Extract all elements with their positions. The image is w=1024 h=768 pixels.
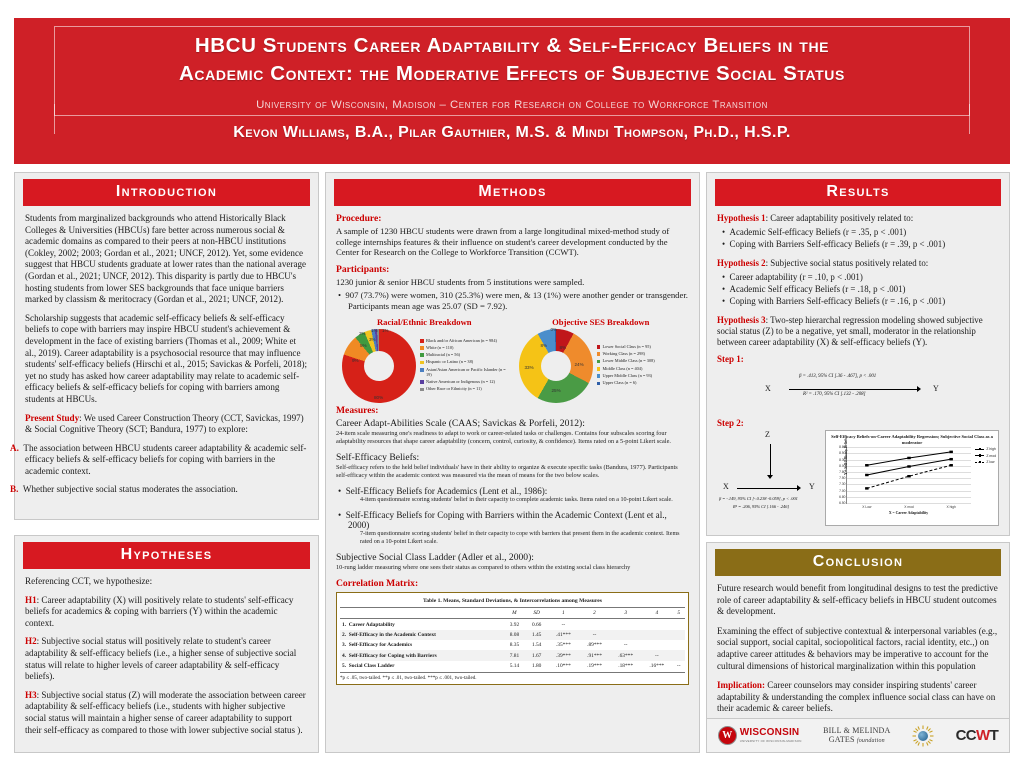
hypothesis-3-label: H3	[25, 689, 37, 700]
legend-swatch	[420, 361, 424, 365]
row-label-3: 3. Self-Efficacy for Academics	[342, 642, 413, 649]
correlation-matrix-label: Correlation Matrix:	[336, 578, 419, 590]
result-h2-bullet-0: • Career adaptability (r = .10, p < .001)	[722, 272, 863, 282]
step1-arrowhead-icon	[917, 386, 921, 392]
col-sd: SD	[526, 608, 548, 619]
cell	[672, 640, 685, 650]
poster-affiliation: University of Wisconsin, Madison – Center for Research on College to Workforce Transition	[256, 99, 768, 111]
step2-beta-equation: β = -.149, 95% CI [-.0.238 -0.059], p < .001	[719, 496, 798, 501]
step2-z-label: Z	[765, 430, 770, 439]
legend-line-icon	[975, 455, 984, 456]
result-h2-bullet-1: • Academic Self efficacy Beliefs (r = .18, p < .001)	[722, 284, 906, 294]
result-h2-label: Hypothesis 2	[717, 258, 766, 268]
introduction-heading: Introduction	[23, 179, 310, 206]
legend-swatch	[420, 380, 424, 384]
step-1-diagram	[717, 366, 999, 418]
conclusion-heading: Conclusion	[715, 549, 1001, 576]
cell	[672, 650, 685, 660]
ladder-description: 10-rung ladder measuring where one sees their status as compared to others within the existing social class hierarchy	[336, 564, 631, 572]
ses-pct-0: 8%	[559, 344, 567, 350]
step1-y-label: Y	[933, 384, 939, 393]
poster-header	[14, 18, 1010, 164]
result-h1-text: : Career adaptability positively related to:	[765, 213, 914, 223]
legend-swatch	[597, 352, 601, 356]
hypothesis-1-label: H1	[25, 594, 37, 605]
results-body	[707, 206, 1009, 532]
result-h3-text: : Two-step hierarchal regression modeling showed subjective social status (Z) to be a negative, yet small, moderator in the relationship between career adaptability (X) & self-efficacy beliefs (Y).	[717, 315, 983, 347]
correlation-table-note: *p ≤ .05, two-tailed. **p ≤ .01, two-tailed. ***p ≤ .001, two-tailed.	[340, 672, 685, 681]
uw-crest-icon: W	[718, 726, 737, 745]
legend-item	[420, 386, 513, 391]
col-5: 5	[672, 608, 685, 619]
col-measure	[340, 608, 503, 619]
cell: .10***	[555, 663, 571, 670]
legend-swatch	[420, 346, 424, 350]
step2-x-label: X	[723, 482, 729, 491]
self-efficacy-description: Self-efficacy refers to the held belief individuals' have in their ability to organize & execute specific tasks (Bandura, 1977). Participants self-efficacy within the academic context was measured via the mean of means for the two below scales.	[336, 463, 678, 479]
step1-x-label: X	[765, 384, 771, 393]
procedure-text: A sample of 1230 HBCU students were drawn from a large longitudinal mixed-method study of college internships features & their influence on student's career development conducted by the Center for Research on the College to Workforce Transition (CCWT).	[336, 226, 670, 258]
cell: .35***	[555, 642, 571, 649]
conclusion-body	[707, 576, 1009, 729]
race-pct-3: 3%	[369, 336, 376, 342]
step2-r2-equation: R² = .206, 95% CI [.166 - .246]	[733, 504, 790, 509]
aim-b-text: Whether subjective social status moderates the association.	[22, 484, 238, 495]
legend-item	[975, 454, 996, 458]
cell: .91***	[579, 650, 610, 660]
sunburst-logo-icon	[912, 725, 934, 747]
cell	[579, 619, 610, 630]
col-2: 2	[579, 608, 610, 619]
legend-swatch	[597, 382, 601, 386]
sunburst-center-icon	[918, 731, 928, 741]
conclusion-paragraph-1: Future research would benefit from longitudinal designs to test the predictive role of career adaptability & self-efficacy beliefs in HBCU student outcomes & development.	[717, 583, 998, 617]
race-legend-1: White (n = 110)	[425, 344, 454, 350]
race-pct-2: 5%	[360, 342, 367, 348]
hypothesis-3-text: : Subjective social status (Z) will moderate the association between career adaptability & self-efficacy beliefs (i.e., students with higher subjective social status will maintain a higher sense of career adaptability to support their self-efficacy as compared to those with lower subjective social status ).	[25, 689, 306, 735]
cell: --	[561, 621, 566, 628]
correlation-table-caption: Table 1. Means, Standard Deviations, & Intercorrelations among Measures	[423, 598, 602, 605]
result-hypothesis-2	[717, 258, 999, 269]
conclusion-paragraph-2: Examining the effect of subjective contextual & interpersonal variables (e.g., social support, social capital, sociopolitical factors, racial identity, etc.,) on adaptive career attitudes & behaviors may be imperative to account for the cultural dimensions of historical marginalization within this population	[717, 625, 998, 671]
ses-legend-3: Middle Class (n = 404)	[602, 365, 643, 371]
race-chart-title: Racial/Ethnic Breakdown	[376, 316, 472, 327]
results-heading: Results	[715, 179, 1001, 206]
legend-dashed-line-icon	[975, 462, 984, 463]
result-h1-bullet-1: • Coping with Barriers Self-efficacy Beliefs (r = .39, p < .001)	[722, 239, 946, 249]
legend-item	[597, 373, 690, 378]
caas-title: Career Adapt-Abilities Scale (CAAS; Savickas & Porfeli, 2012):	[336, 417, 585, 429]
race-pct-4: 2%	[359, 330, 366, 336]
cell: .19***	[587, 663, 602, 670]
table-row	[340, 619, 685, 630]
seb-coping-description: 7-item questionnaire scoring students' belief in their capacity to cope with barriers that present them in the academic context. Items rated on a 10-point Likert scale.	[360, 531, 680, 545]
mod-legend-1: Z mod	[986, 453, 996, 458]
legend-item	[975, 447, 996, 451]
aim-b	[10, 484, 308, 496]
step1-r2-equation: R² = .170, 95% CI [.132 - .208]	[803, 392, 866, 397]
present-study-paragraph	[25, 413, 308, 436]
race-pct-1: 9%	[352, 357, 359, 363]
poster-title	[62, 32, 962, 88]
legend-item	[597, 366, 690, 371]
step-1-label: Step 1:	[717, 354, 744, 364]
step-2-label: Step 2:	[717, 418, 744, 428]
ytick-3: 8.00	[839, 463, 846, 468]
introduction-body	[10, 206, 318, 509]
ccwt-w: W	[976, 727, 990, 744]
cell: 8.35	[509, 642, 520, 649]
gates-line-1: BILL & MELINDA	[823, 725, 891, 735]
legend-item	[420, 345, 513, 350]
introduction-paragraph-1: Students from marginalized backgrounds who attend Historically Black Colleges & Universities (HBCUs) fare better across numerous social & academic domains as compared to their peers at non-HBCU institutions (Cokley, 2002; 2003; Gordan et al., 2021; UNCF, 2012). Yet, some evidence suggest that HBCU students graduate at lower rates than the national average (Gordan et al., 2021; UNCF, 2012). This disparity is partly due to HBCU's hosting students from lower SES backgrounds that face unique barriers marked by classism & meritocracy (Gordan et al., 2021; UNCF, 2012).	[25, 213, 307, 305]
hypothesis-1	[25, 595, 308, 630]
cell	[672, 619, 685, 630]
ses-pct-5: 0%	[550, 326, 558, 332]
aim-a-text: The association between HBCU students career adaptability & academic self-efficacy beliefs & self-efficacy beliefs for coping with barriers in the academic context.	[23, 442, 307, 476]
sponsor-logos	[706, 718, 1010, 753]
step-2-section	[717, 430, 999, 526]
hypothesis-1-text: : Career adaptability (X) will positively relate to students' self-efficacy beliefs for academics & coping with barriers (Y) within the academic context.	[25, 594, 294, 628]
legend-item	[597, 351, 690, 356]
step2-arrowhead-icon	[797, 485, 801, 491]
race-pct-5: 1%	[371, 327, 378, 333]
result-h3-label: Hypothesis 3	[717, 315, 766, 325]
seb-academics-title: • Self-Efficacy Beliefs for Academics (Lent et al., 1986):	[338, 485, 548, 496]
uw-wordmark: WISCONSIN	[739, 727, 800, 738]
row-label-4: 4. Self-Efficacy for Coping with Barriers	[340, 650, 503, 660]
col-m: M	[503, 608, 525, 619]
legend-item	[597, 344, 690, 349]
legend-swatch	[420, 353, 424, 357]
ses-legend-2: Lower Middle Class (n = 308)	[602, 358, 655, 364]
table-header-row	[340, 608, 685, 619]
measures-label: Measures:	[336, 404, 379, 416]
cell: 1.80	[531, 663, 542, 670]
cell: .18***	[618, 663, 634, 670]
gates-foundation-word: foundation	[856, 737, 885, 744]
race-pct-0: 80%	[374, 394, 384, 400]
table-row	[340, 630, 685, 640]
legend-item	[420, 338, 513, 343]
moderation-ylabel: Y = Self-Efficacy Beliefs	[844, 438, 848, 476]
ccwt-cc: CC	[955, 727, 977, 744]
ses-pct-2: 25%	[551, 387, 561, 393]
legend-item	[420, 367, 513, 377]
table-row	[340, 650, 685, 660]
seb-academics-description: 4-item questionnaire scoring students' belief in their capacity to complete academic tasks. Items rated on a 10-point Likert scale.	[360, 496, 673, 503]
mod-legend-0: Z high	[986, 447, 996, 451]
race-chart	[336, 317, 513, 403]
moderation-plot	[825, 430, 999, 526]
cell: .16***	[649, 663, 665, 670]
cell: 1.67	[526, 650, 548, 660]
correlation-table-container	[336, 592, 689, 685]
ses-pct-1: 24%	[574, 361, 584, 367]
methods-body	[326, 206, 699, 691]
methods-heading: Methods	[334, 179, 691, 206]
ytick-7: 7.00	[839, 488, 846, 493]
hypothesis-2	[25, 636, 308, 682]
xtick-1: X mod	[904, 504, 914, 509]
step2-y-label: Y	[809, 482, 815, 491]
ses-legend-1: Working Class (n = 298)	[602, 351, 645, 356]
hypothesis-2-label: H2	[25, 636, 37, 647]
gates-foundation-logo	[823, 726, 890, 746]
poster-title-line-2: Academic Context: the Moderative Effects of Subjective Social Status	[179, 62, 845, 85]
mod-legend-2: Z low	[986, 460, 995, 464]
result-h2-bullet-2: • Coping with Barriers Self-efficacy Beliefs (r = .16, p < .001)	[722, 296, 946, 306]
introduction-panel	[10, 172, 319, 520]
aim-a-label: A.	[10, 442, 19, 453]
cell: 0.66	[531, 621, 542, 628]
poster-authors: Kevon Williams, B.A., Pilar Gauthier, M.S. & Mindi Thompson, Ph.D., H.S.P.	[233, 124, 791, 141]
xtick-2: X high	[946, 504, 956, 509]
cell	[672, 630, 685, 640]
cell: 5.14	[509, 663, 520, 670]
cell: 8.08	[503, 630, 525, 640]
present-study-text: : We used Career Construction Theory (CCT, Savickas, 1997) & Social Cognitive Theory (SCT; Bandura, 1977) to explore:	[25, 412, 304, 435]
ses-chart-title: Objective SES Breakdown	[552, 316, 650, 327]
seb-coping-title-text: Self-Efficacy Beliefs for Coping with Barriers within the Academic Context (Lent et al., 2000)	[345, 510, 667, 531]
race-pct-6: 1%	[382, 327, 389, 333]
race-legend-6: Other Race or Ethnicity (n = 11)	[425, 386, 482, 392]
legend-item	[420, 379, 513, 384]
table-row	[340, 640, 685, 650]
col-4: 4	[641, 608, 672, 619]
poster-title-line-1: HBCU Students Career Adaptability & Self-Efficacy Beliefs in the	[194, 34, 830, 57]
cell	[610, 619, 641, 630]
race-legend	[416, 338, 513, 394]
hypothesis-3	[25, 690, 308, 736]
seb-academics-title-text: Self-Efficacy Beliefs for Academics (Lent et al., 1986):	[345, 485, 548, 496]
race-legend-3: Hispanic or Latino (n = 38)	[425, 359, 474, 365]
result-h1-label: Hypothesis 1	[717, 213, 766, 223]
hypotheses-panel	[14, 535, 319, 753]
row-label-5: 5. Social Class Ladder	[342, 663, 395, 670]
moderation-plot-title: Self-Efficacy Beliefs-on-Career Adaptability Regression; Subjective Social Class as a moderator	[831, 434, 993, 445]
cell	[641, 640, 672, 650]
ytick-4: 7.80	[839, 470, 846, 475]
hypotheses-heading: Hypotheses	[23, 542, 310, 569]
ses-donut	[519, 326, 593, 403]
participants-bullet: • 907 (73.7%) were women, 310 (25.3%) were men, & 13 (1%) were another gender or transgender. Participants mean age was 25.07 (SD = 7.92).	[338, 290, 688, 311]
race-legend-0: Black and/or African American (n = 984)	[425, 337, 497, 343]
legend-swatch	[420, 339, 424, 343]
legend-swatch	[597, 360, 601, 364]
legend-swatch	[597, 367, 601, 371]
ladder-title: Subjective Social Class Ladder (Adler et al., 2000):	[336, 552, 534, 564]
legend-item	[420, 352, 513, 357]
participants-bullet-text: 907 (73.7%) were women, 310 (25.3%) were men, & 13 (1%) were another gender or transgender. Participants mean age was 25.07 (SD = 7.92).	[345, 290, 688, 311]
legend-item	[975, 460, 996, 464]
aim-b-label: B.	[10, 484, 19, 495]
race-legend-5: Native American or Indigenous (n = 12)	[425, 379, 495, 385]
hypotheses-body	[15, 569, 318, 749]
legend-swatch	[420, 368, 424, 372]
ses-legend-0: Lower Social Class (n = 95)	[602, 343, 651, 349]
gates-line-2: GATES	[828, 734, 855, 744]
ytick-1: 8.50	[839, 451, 846, 456]
ses-pct-3: 33%	[524, 364, 534, 370]
participants-label: Participants:	[336, 263, 390, 275]
cell: --	[623, 642, 628, 649]
legend-line-icon	[975, 449, 984, 450]
row-label-2: 2. Self-Efficacy in the Academic Context	[340, 630, 503, 640]
result-h1-bullet-0: • Academic Self-efficacy Beliefs (r = .35, p < .001)	[722, 227, 907, 237]
legend-swatch	[597, 374, 601, 378]
step1-beta-equation: β = .413, 95% CI [.36 - .467], p < .001	[799, 374, 877, 379]
ses-pct-4: 8%	[540, 342, 548, 348]
cell: --	[579, 630, 610, 640]
result-hypothesis-3	[717, 315, 999, 348]
ccwt-logo	[956, 727, 999, 744]
legend-item	[597, 358, 690, 363]
step-2-diagram	[717, 430, 825, 526]
legend-item	[420, 359, 513, 364]
ytick-9: 6.50	[839, 501, 846, 506]
correlation-table	[340, 596, 685, 671]
self-efficacy-title: Self-Efficacy Beliefs:	[336, 451, 420, 463]
hypotheses-intro: Referencing CCT, we hypothesize:	[25, 576, 153, 586]
race-donut	[342, 329, 416, 403]
uw-subtitle: UNIVERSITY OF WISCONSIN-MADISON	[739, 739, 802, 743]
ytick-6: 7.30	[839, 482, 846, 487]
ccwt-t: T	[989, 727, 999, 744]
implication-label: Implication:	[717, 680, 765, 691]
present-study-label: Present Study	[25, 412, 80, 423]
ytick-2: 8.30	[839, 457, 846, 462]
hypothesis-2-text: : Subjective social status will positively relate to student's career adaptability & self-efficacy beliefs (i.e., a higher sense of subjective social status will relate to higher levels of career adaptability & self-efficacy beliefs).	[25, 636, 297, 682]
cell: .39***	[548, 650, 579, 660]
ses-legend-4: Upper Middle Class (n = 93)	[602, 372, 653, 378]
step2-arrow-down-icon	[767, 475, 773, 479]
ses-chart	[513, 317, 690, 403]
implication-text: Career counselors may consider inspiring students' career adaptability & understanding the complex influence social class can have on their academic & career beliefs.	[717, 680, 996, 714]
cell	[641, 630, 672, 640]
race-donut-ring	[342, 329, 416, 403]
legend-swatch	[597, 345, 601, 349]
caas-description: 24-item scale measuring one's readiness to adapt to work or career-related tasks or challenges. Contains four subscales scoring four adaptability resources that shape career adaptability (concern, control, curiosity, & confidence). Items rated on a 5-point Likert scale.	[336, 429, 671, 445]
table-row	[340, 661, 685, 671]
cell: .63***	[610, 650, 641, 660]
result-hypothesis-1	[717, 213, 999, 224]
legend-item	[597, 380, 690, 385]
moderation-legend	[975, 447, 996, 467]
results-panel	[706, 172, 1010, 536]
cell	[641, 619, 672, 630]
ytick-8: 6.80	[839, 494, 846, 499]
uw-madison-logo	[718, 726, 802, 745]
result-h2-text: : Subjective social status positively related to:	[765, 258, 929, 268]
conclusion-implication	[717, 680, 999, 715]
cell: 3.92	[509, 621, 520, 628]
legend-swatch	[420, 388, 424, 392]
cell: 7.81	[503, 650, 525, 660]
moderation-xlabel: X = Career Adaptability	[888, 511, 929, 516]
aim-a	[10, 442, 308, 478]
cell: 1.54	[531, 642, 542, 649]
row-label-1: 1. Career Adaptability	[342, 621, 395, 628]
ses-legend	[593, 344, 690, 388]
participants-text: 1230 junior & senior HBCU students from 5 institutions were sampled.	[336, 276, 585, 287]
cell	[610, 630, 641, 640]
cell: .89***	[587, 642, 602, 649]
ses-legend-5: Upper Class (n = 6)	[602, 380, 637, 386]
moderation-lines	[847, 447, 971, 503]
col-1: 1	[548, 608, 579, 619]
ytick-5: 7.50	[839, 476, 846, 481]
methods-panel	[325, 172, 700, 753]
race-legend-2: Multiracial (n = 56)	[425, 352, 461, 358]
procedure-label: Procedure:	[336, 213, 382, 224]
col-3: 3	[610, 608, 641, 619]
cell: .41***	[548, 630, 579, 640]
introduction-paragraph-2: Scholarship suggests that academic self-efficacy beliefs & self-efficacy beliefs to cope with barriers may inspire HBCU student's achievement & development in the face of existing barriers (Thomas et al., 2009; White et al., 2019). Career adaptability is a psychosocial resource that may influence students' self-efficacy beliefs (Hirschi et al., 2015; Savickas & Porfeli, 2018); yet no study has asked how career adaptability may relate to academic self-efficacy beliefs & self-efficacy beliefs for coping with barriers among students at HBCUs.	[25, 312, 308, 404]
seb-coping-title: • Self-Efficacy Beliefs for Coping with Barriers within the Academic Context (Lent et al., 2000)	[338, 510, 667, 531]
cell: --	[641, 650, 672, 660]
cell: 1.45	[526, 630, 548, 640]
demographics-charts	[336, 317, 689, 403]
race-legend-4: Asian/Asian American or Pacific Islander (n = 19)	[425, 366, 506, 377]
xtick-0: X Low	[862, 504, 872, 509]
ytick-0: 8.80	[839, 445, 846, 450]
cell: --	[676, 663, 681, 670]
